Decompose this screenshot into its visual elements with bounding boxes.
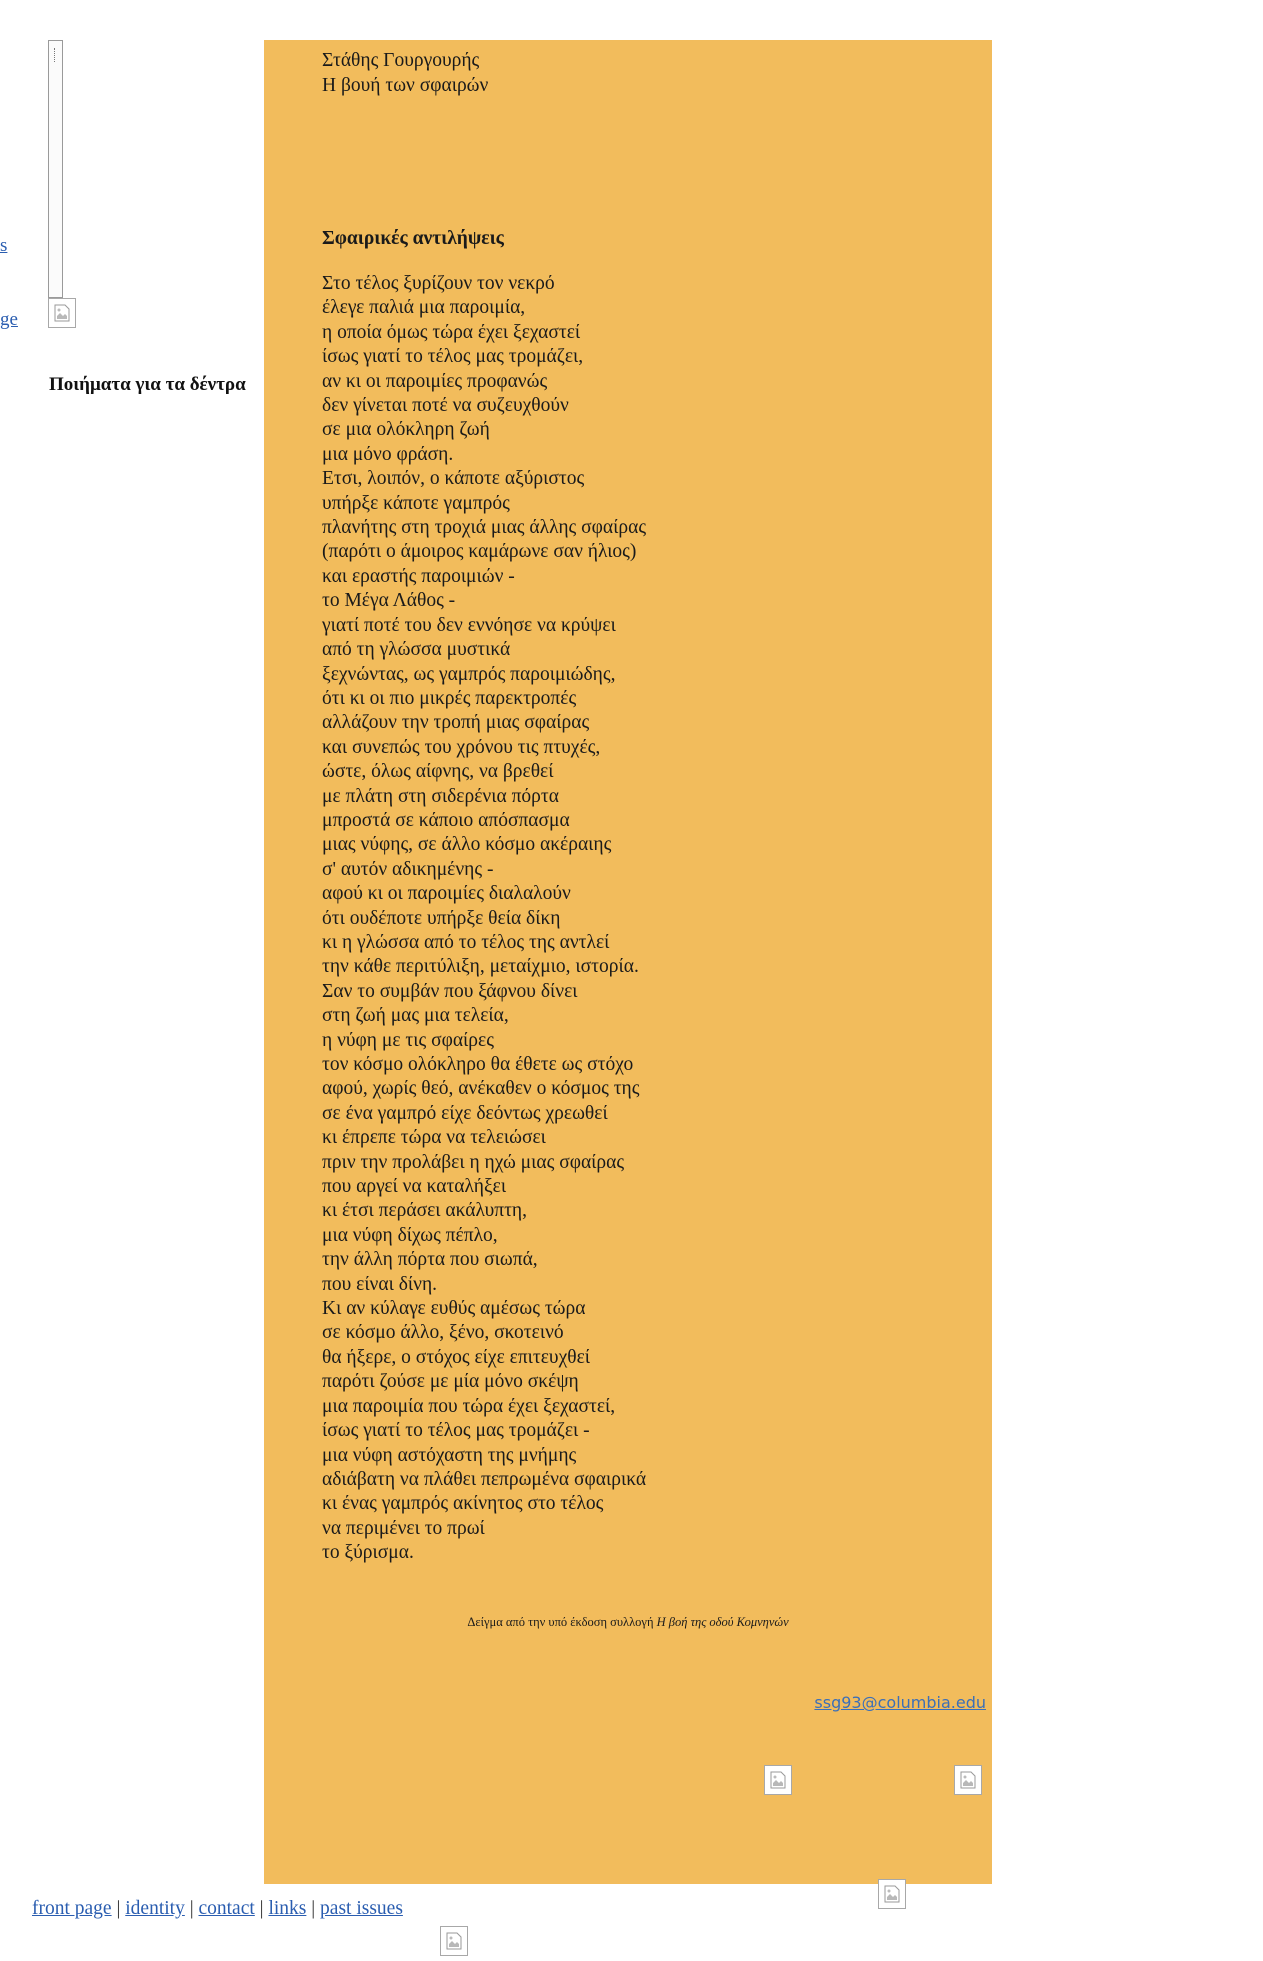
- poem-line: κι έτσι περάσει ακάλυπτη,: [322, 1200, 528, 1222]
- poem-line: το ξύρισμα.: [322, 1542, 414, 1564]
- broken-image-icon: [48, 298, 76, 328]
- poem-line: σε κόσμο άλλο, ξένο, σκοτεινό: [322, 1322, 564, 1344]
- poem-line: Κι αν κύλαγε ευθύς αμέσως τώρα: [322, 1298, 586, 1320]
- footer-link[interactable]: identity: [125, 1898, 185, 1919]
- author-name: Στάθης Γουργουρής: [322, 50, 480, 71]
- poem-line: μπροστά σε κάποιο απόσπασμα: [322, 809, 570, 831]
- poem-line: ίσως γιατί το τέλος μας τρομάζει -: [322, 1420, 590, 1442]
- author-block: [322, 48, 488, 98]
- footer-separator: |: [306, 1898, 321, 1919]
- poem-line: αφού, χωρίς θεό, ανέκαθεν ο κόσμος της: [322, 1078, 640, 1100]
- footer-separator: |: [254, 1898, 269, 1919]
- sidebar-link-1[interactable]: s: [0, 235, 8, 256]
- poem-line: η οποία όμως τώρα έχει ξεχαστεί: [322, 321, 581, 343]
- poem-line: την άλλη πόρτα που σιωπά,: [322, 1249, 538, 1271]
- poem-body: [322, 272, 646, 1566]
- footer-link[interactable]: contact: [198, 1898, 255, 1919]
- poem-line: αδιάβατη να πλάθει πεπρωμένα σφαιρικά: [322, 1468, 647, 1490]
- note-book-title: Η βοή της οδού Κομνηνών: [656, 1615, 789, 1629]
- poem-line: γιατί ποτέ του δεν εννόησε να κρύψει: [322, 614, 616, 636]
- poem-line: σ' αυτόν αδικημένης -: [322, 858, 494, 880]
- collection-title: Η βουή των σφαιρών: [322, 75, 489, 96]
- poem-line: αφού κι οι παροιμίες διαλαλούν: [322, 883, 571, 905]
- footer-separator: |: [111, 1898, 126, 1919]
- poem-line: η νύφη με τις σφαίρες: [322, 1029, 494, 1051]
- note-text: Δείγμα από την υπό έκδοση συλλογή: [467, 1615, 657, 1629]
- footer-link[interactable]: front page: [32, 1898, 112, 1919]
- poem-line: να περιμένει το πρωί: [322, 1517, 485, 1539]
- footer-nav: [32, 1898, 403, 1920]
- poem-line: αν κι οι παροιμίες προφανώς: [322, 370, 548, 392]
- poem-line: σε ένα γαμπρό είχε δεόντως χρεωθεί: [322, 1102, 608, 1124]
- poem-line: θα ήξερε, ο στόχος είχε επιτευχθεί: [322, 1346, 591, 1368]
- poem-line: έλεγε παλιά μια παροιμία,: [322, 297, 526, 319]
- poem-line: παρότι ζούσε με μία μόνο σκέψη: [322, 1371, 579, 1393]
- broken-image-icon: [878, 1879, 906, 1909]
- poem-line: σε μια ολόκληρη ζωή: [322, 419, 490, 441]
- poem-line: πριν την προλάβει η ηχώ μιας σφαίρας: [322, 1151, 625, 1173]
- poem-line: κι έπρεπε τώρα να τελειώσει: [322, 1127, 546, 1149]
- poem-line: ώστε, όλως αίφνης, να βρεθεί: [322, 761, 554, 783]
- poem-line: το Μέγα Λάθος -: [322, 590, 456, 612]
- poem-title: Σφαιρικές αντιλήψεις: [322, 228, 504, 249]
- email-link[interactable]: ssg93@columbia.edu: [814, 1693, 986, 1712]
- poem-line: δεν γίνεται ποτέ να συζευχθούν: [322, 395, 569, 417]
- poem-line: που είναι δίνη.: [322, 1273, 438, 1295]
- poem-line: μια νύφη αστόχαστη της μνήμης: [322, 1444, 577, 1466]
- poem-line: κι η γλώσσα από το τέλος της αντλεί: [322, 931, 610, 953]
- embedded-frame: [48, 40, 63, 298]
- content-panel: [264, 40, 992, 1884]
- poem-line: υπήρξε κάποτε γαμπρός: [322, 492, 510, 514]
- poem-line: κι ένας γαμπρός ακίνητος στο τέλος: [322, 1493, 604, 1515]
- poem-line: μια νύφη δίχως πέπλο,: [322, 1224, 498, 1246]
- footer-link[interactable]: past issues: [320, 1898, 403, 1919]
- poem-line: ότι κι οι πιο μικρές παρεκτροπές: [322, 687, 577, 709]
- broken-image-icon: [440, 1926, 468, 1956]
- sidebar-link-2[interactable]: ge: [0, 309, 18, 330]
- footer-link[interactable]: links: [268, 1898, 307, 1919]
- poem-line: ότι ουδέποτε υπήρξε θεία δίκη: [322, 907, 561, 929]
- poem-line: από τη γλώσσα μυστικά: [322, 639, 511, 661]
- poem-line: που αργεί να καταλήξει: [322, 1176, 507, 1198]
- sidebar-heading: Ποιήματα για τα δέντρα: [49, 374, 246, 395]
- broken-image-icon: [954, 1765, 982, 1795]
- poem-line: και εραστής παροιμιών -: [322, 565, 515, 587]
- poem-line: μια μόνο φράση.: [322, 443, 454, 465]
- poem-line: αλλάζουν την τροπή μιας σφαίρας: [322, 712, 590, 734]
- poem-line: πλανήτης στη τροχιά μιας άλλης σφαίρας: [322, 517, 647, 539]
- poem-line: μια παροιμία που τώρα έχει ξεχαστεί,: [322, 1395, 616, 1417]
- poem-line: ίσως γιατί το τέλος μας τρομάζει,: [322, 346, 584, 368]
- footer-separator: |: [184, 1898, 199, 1919]
- frame-scroll-mark: [54, 48, 57, 62]
- poem-line: τον κόσμο ολόκληρο θα έθετε ως στόχο: [322, 1054, 634, 1075]
- publication-note: [264, 1615, 992, 1630]
- poem-line: στη ζωή μας μια τελεία,: [322, 1005, 509, 1027]
- poem-line: ξεχνώντας, ως γαμπρός παροιμιώδης,: [322, 663, 616, 685]
- poem-line: Στο τέλος ξυρίζουν τον νεκρό: [322, 273, 555, 294]
- poem-line: την κάθε περιτύλιξη, μεταίχμιο, ιστορία.: [322, 956, 639, 978]
- broken-image-icon: [764, 1765, 792, 1795]
- poem-line: και συνεπώς του χρόνου τις πτυχές,: [322, 736, 601, 758]
- poem-line: Σαν το συμβάν που ξάφνου δίνει: [322, 980, 578, 1002]
- poem-line: μιας νύφης, σε άλλο κόσμο ακέραιης: [322, 834, 612, 856]
- poem-line: με πλάτη στη σιδερένια πόρτα: [322, 785, 559, 807]
- poem-line: Ετσι, λοιπόν, ο κάποτε αξύριστος: [322, 468, 585, 490]
- poem-line: (παρότι ο άμοιρος καμάρωνε σαν ήλιος): [322, 541, 637, 563]
